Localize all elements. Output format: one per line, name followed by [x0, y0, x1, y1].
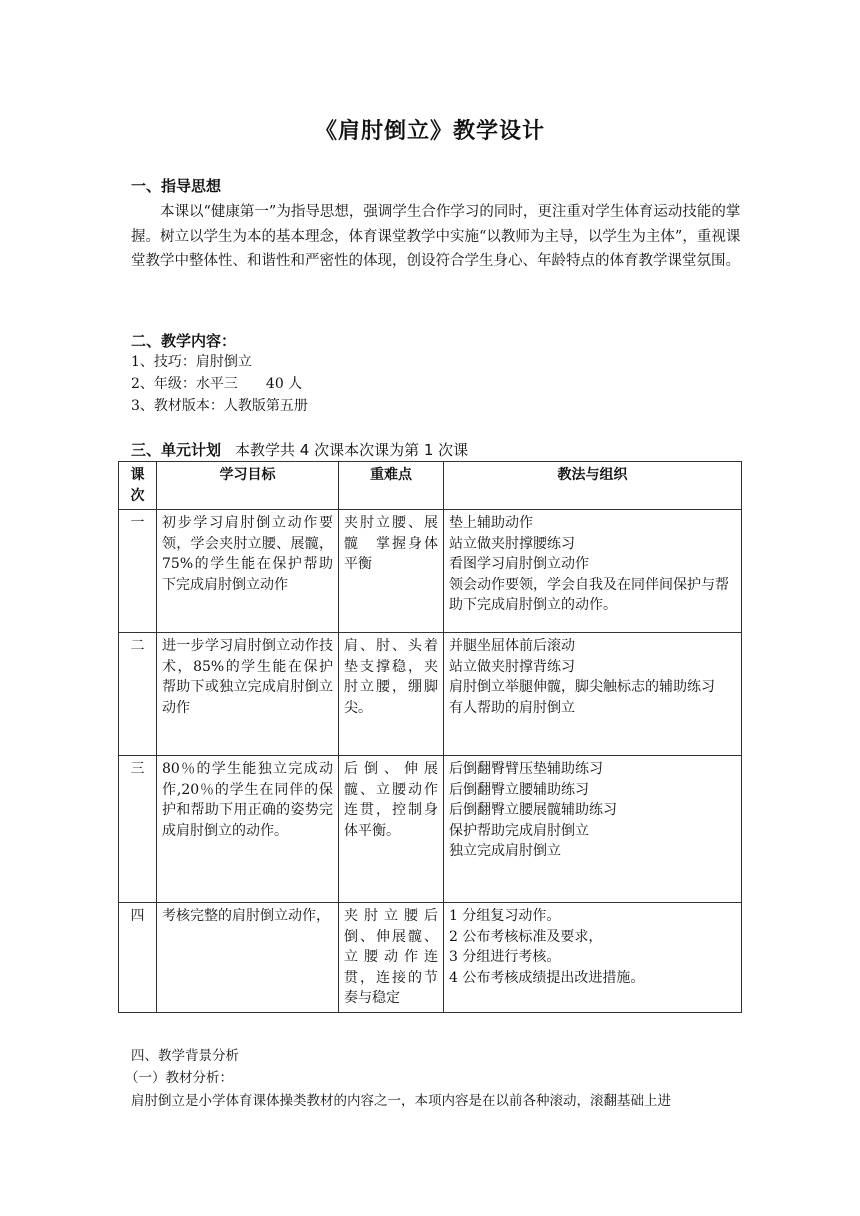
header-key: 重难点 — [339, 462, 444, 510]
header-methods: 教法与组织 — [444, 462, 742, 510]
method-line: 1 分组复习动作。 — [449, 908, 561, 924]
section3-heading — [131, 439, 468, 460]
method-line: 后倒翻臀立腰辅助练习 — [449, 781, 589, 798]
lesson-key-points: 后倒、伸展髋、立腰动作连贯，控制身体平衡。 — [339, 756, 444, 903]
lesson-goal: 考核完整的肩肘倒立动作， — [157, 903, 339, 1013]
method-line: 后倒翻臀臂压垫辅助练习 — [449, 761, 603, 777]
section1-body: 本课以“健康第一”为指导思想，强调学生合作学习的同时，更注重对学生体育运动技能的掌握。树立以学生为本的基本理念，体育课堂教学中实施“以教师为主导，以学生为主体”，重视课堂教学中整体性、和谐性和严密性的体现，创设符合学生身心、年龄特点的体育教学课堂氛围。 — [131, 204, 741, 269]
method-line: 保护帮助完成肩肘倒立 — [449, 822, 589, 839]
lesson-number: 四 — [119, 903, 157, 1013]
lesson-methods — [444, 903, 742, 1013]
table-row — [119, 510, 742, 633]
method-line: 站立做夹肘撑腰练习 — [449, 535, 575, 552]
unit-plan-table — [118, 461, 742, 1013]
lesson-number: 二 — [119, 633, 157, 756]
method-line: 看图学习肩肘倒立动作 — [449, 556, 589, 572]
table-row — [119, 756, 742, 903]
header-lesson: 课次 — [119, 462, 157, 510]
section3-title: 三、单元计划 — [131, 441, 222, 459]
lesson-methods — [444, 633, 742, 756]
lesson-key-points: 夹肘立腰、展髋 掌握身体平衡 — [339, 510, 444, 633]
section1-heading: 一、指导思想 — [131, 177, 222, 195]
section4-subheading: （一）教材分析： — [125, 1070, 233, 1086]
lesson-key-points: 夹肘立腰后倒、伸展髋、立腰动作连贯，连接的节奏与稳定 — [339, 903, 444, 1013]
table-header-row — [119, 462, 742, 510]
header-goal: 学习目标 — [157, 462, 339, 510]
lesson-key-points: 肩、肘、头着垫支撑稳，夹肘立腰，绷脚尖。 — [339, 633, 444, 756]
method-line: 后倒翻臀立腰展髋辅助练习 — [449, 802, 617, 818]
method-line: 独立完成肩肘倒立 — [449, 843, 561, 859]
method-line: 垫上辅助动作 — [449, 515, 533, 531]
document-title: 《肩肘倒立》教学设计 — [314, 119, 545, 144]
method-line: 3 分组进行考核。 — [449, 949, 561, 965]
method-line: 并腿坐屈体前后滚动 — [449, 638, 575, 654]
lesson-methods — [444, 756, 742, 903]
method-line: 肩肘倒立举腿伸髋，脚尖触标志的辅助练习 — [449, 679, 715, 695]
section2-heading: 二、教学内容： — [131, 332, 237, 350]
section3-note: 本教学共 4 次课本次课为第 1 次课 — [235, 441, 469, 459]
section4-body: 肩肘倒立是小学体育课体操类教材的内容之一，本项内容是在以前各种滚动，滚翻基础上进 — [131, 1093, 671, 1109]
method-line: 4 公布考核成绩提出改进措施。 — [449, 969, 645, 986]
section2-item-1: 1、技巧：肩肘倒立 — [131, 354, 252, 370]
method-line: 有人帮助的肩肘倒立 — [449, 699, 575, 716]
lesson-goal: 80％的学生能独立完成动作,20％的学生在同伴的保护和帮助下用正确的姿势完成肩肘倒立的动作。 — [157, 756, 339, 903]
lesson-goal: 初步学习肩肘倒立动作要领，学会夹肘立腰、展髋，75%的学生能在保护帮助下完成肩肘倒立动作 — [157, 510, 339, 633]
section2-item-2: 2、年级：水平三 40 人 — [131, 376, 303, 392]
lesson-methods — [444, 510, 742, 633]
lesson-number: 一 — [119, 510, 157, 633]
table-row — [119, 633, 742, 756]
method-line: 2 公布考核标准及要求， — [449, 928, 603, 945]
section4-heading: 四、教学背景分析 — [131, 1048, 239, 1064]
lesson-goal: 进一步学习肩肘倒立动作技术，85%的学生能在保护帮助下或独立完成肩肘倒立动作 — [157, 633, 339, 756]
method-line: 站立做夹肘撑背练习 — [449, 658, 575, 675]
method-line: 领会动作要领，学会自我及在同伴间保护与帮助下完成肩肘倒立的动作。 — [449, 576, 729, 613]
table-row — [119, 903, 742, 1013]
section2-item-3: 3、教材版本：人教版第五册 — [131, 398, 308, 414]
lesson-number: 三 — [119, 756, 157, 903]
